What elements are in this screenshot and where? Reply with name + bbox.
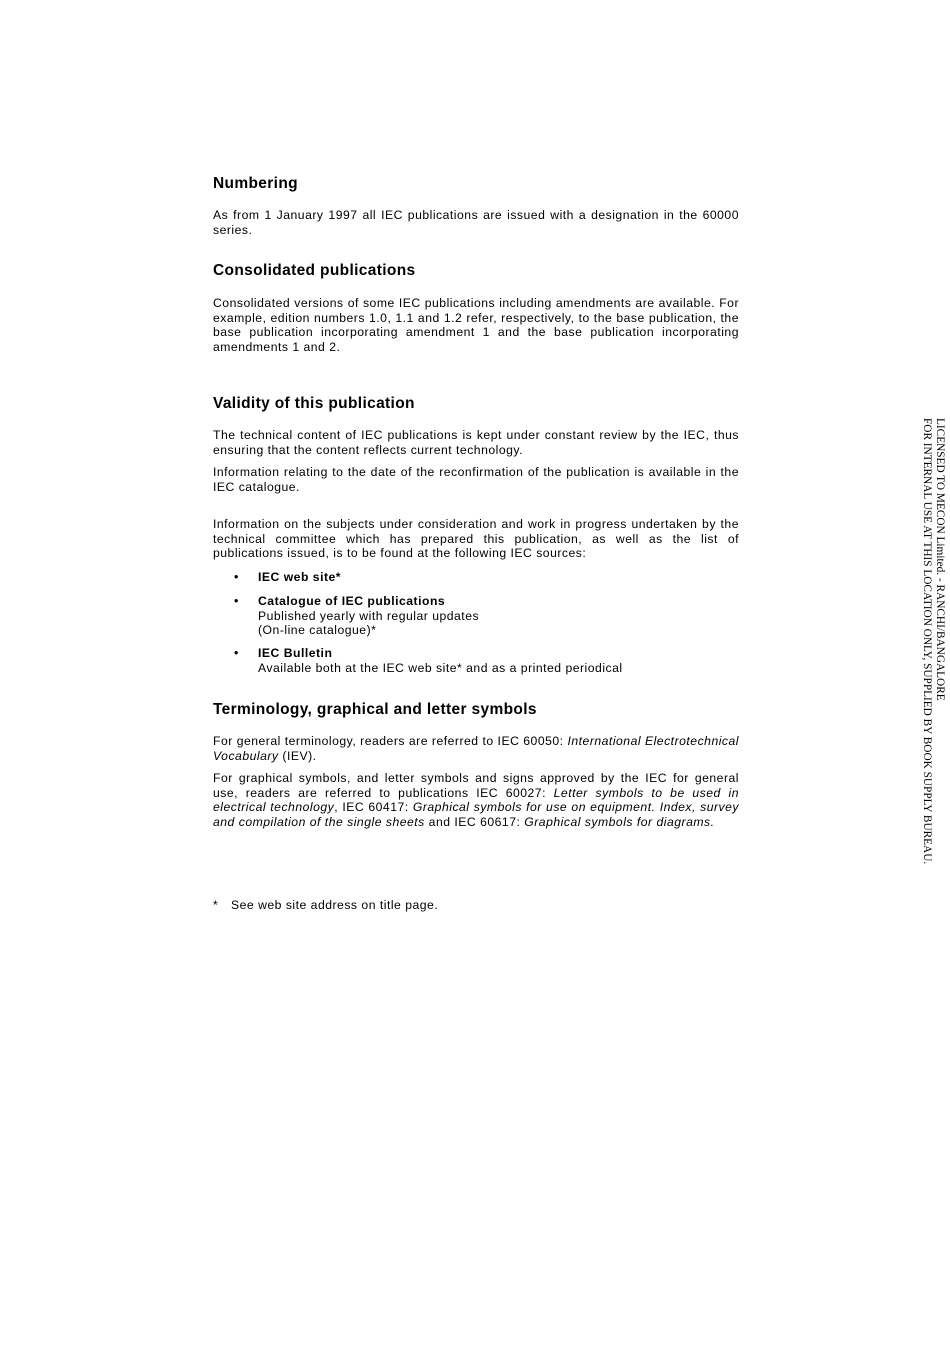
license-line-1: LICENSED TO MECON Limited. - RANCHI/BANGALORE	[934, 418, 946, 701]
footnote-text: See web site address on title page.	[231, 898, 439, 912]
text-run: , IEC 60417:	[334, 800, 413, 815]
terminology-paragraph-1	[213, 734, 739, 763]
footnote-marker: *	[213, 898, 219, 912]
consolidated-paragraph: Consolidated versions of some IEC publications including amendments are available. For example, edition numbers 1.0, 1.1 and 1.2 refer, respectively, to the base publication, the base publication incorporating amendment 1 and the base publication incorporating amendments 1 and 2.	[213, 296, 739, 355]
heading-terminology: Terminology, graphical and letter symbols	[213, 701, 537, 718]
bullet-title: IEC web site*	[258, 570, 342, 584]
italic-title: Graphical symbols for use on equipment. Index, survey and compilation of the single sheets	[213, 800, 739, 830]
list-item	[258, 570, 738, 585]
italic-title: Graphical symbols for diagrams.	[524, 815, 715, 830]
license-line-2: FOR INTERNAL USE AT THIS LOCATION ONLY, SUPPLIED BY BOOK SUPPLY BUREAU.	[921, 418, 934, 865]
list-item	[258, 594, 738, 638]
heading-numbering: Numbering	[213, 175, 298, 192]
bullet-line: Available both at the IEC web site* and as a printed periodical	[258, 660, 623, 675]
text-run: and IEC 60617:	[424, 815, 525, 830]
italic-title: Letter symbols to be used in electrical technology	[213, 785, 739, 815]
validity-paragraph-2: Information relating to the date of the reconfirmation of the publication is available in the IEC catalogue.	[213, 465, 739, 494]
bullet-line: Published yearly with regular updates	[258, 608, 480, 623]
italic-title: International Electrotechnical Vocabulary	[213, 734, 740, 763]
list-item	[258, 646, 738, 675]
bullet-marker: •	[234, 570, 239, 584]
license-stamp	[918, 418, 946, 933]
bullet-marker: •	[234, 646, 239, 660]
text-run: (IEV).	[278, 748, 317, 763]
bullet-line: (On-line catalogue)*	[258, 623, 377, 638]
bullet-marker: •	[234, 594, 239, 608]
heading-consolidated-publications: Consolidated publications	[213, 262, 416, 279]
heading-validity: Validity of this publication	[213, 395, 415, 412]
bullet-title: IEC Bulletin	[258, 646, 333, 660]
text-run: For graphical symbols, and letter symbols and signs approved by the IEC for general use, readers are referred to publications IEC 60027:	[213, 771, 739, 800]
numbering-paragraph: As from 1 January 1997 all IEC publications are issued with a designation in the 60000 series.	[213, 208, 739, 237]
text-run: For general terminology, readers are referred to IEC 60050:	[213, 734, 568, 748]
validity-paragraph-3: Information on the subjects under consideration and work in progress undertaken by the technical committee which has prepared this publication, as well as the list of publications issued, is to be found at the following IEC sources:	[213, 517, 739, 561]
validity-paragraph-1: The technical content of IEC publications is kept under constant review by the IEC, thus ensuring that the content reflects current technology.	[213, 428, 739, 457]
bullet-title: Catalogue of IEC publications	[258, 594, 446, 608]
footnote	[213, 898, 438, 913]
terminology-paragraph-2	[213, 771, 739, 830]
